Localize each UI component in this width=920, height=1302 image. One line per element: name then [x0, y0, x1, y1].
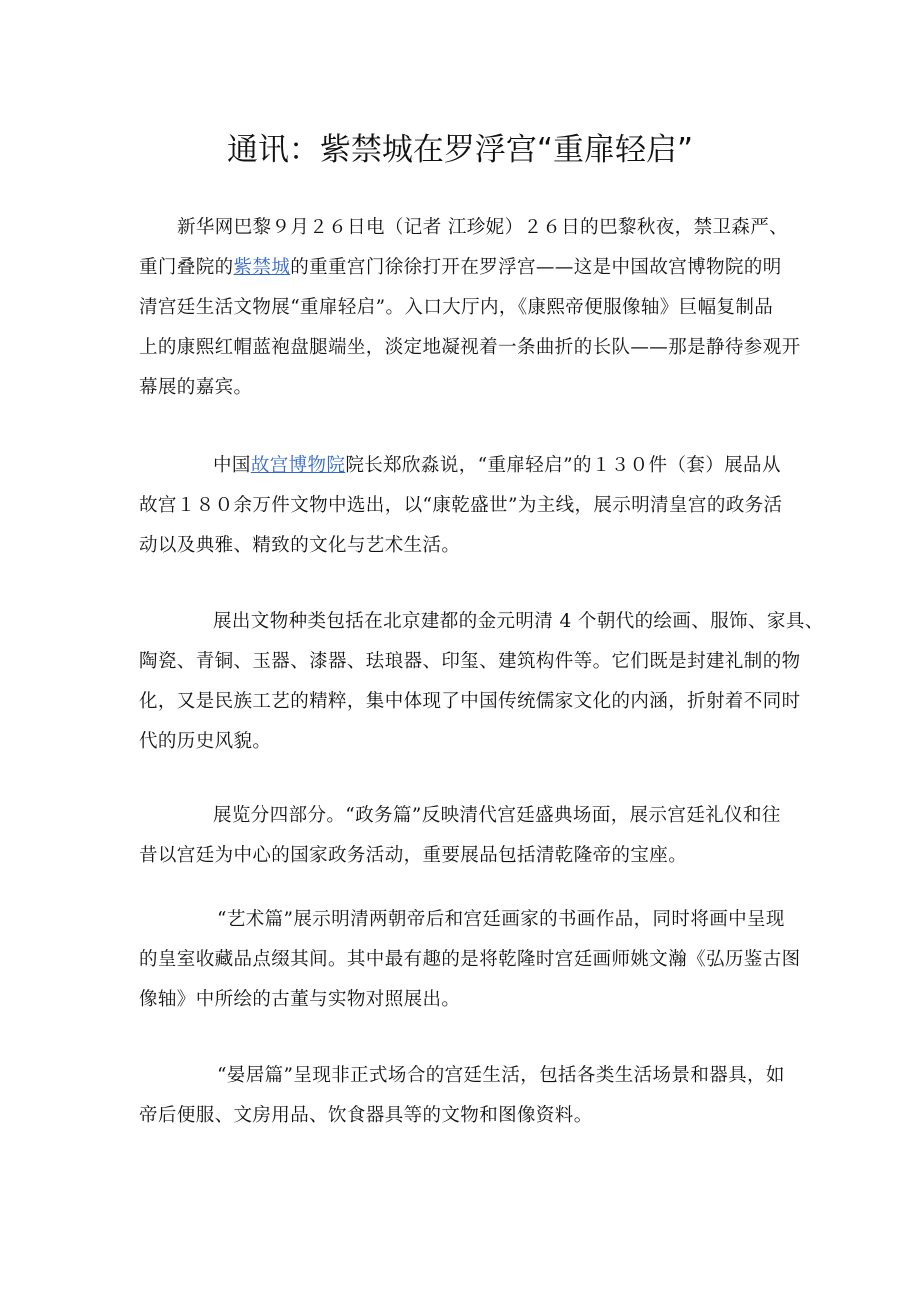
paragraph-line: 昔以宫廷为中心的国家政务活动，重要展品包括清乾隆帝的宝座。	[139, 845, 688, 866]
paragraph-line: 像轴》中所绘的古董与实物对照展出。	[139, 989, 461, 1010]
text-span: 的重重宫门徐徐打开在罗浮宫——这是中国故宫博物院的明	[290, 257, 782, 278]
paragraph-line	[139, 446, 783, 486]
paragraph-line: “晏居篇”呈现非正式场合的宫廷生活，包括各类生活场景和器具，如	[217, 1065, 785, 1086]
article-title: 通讯：紫禁城在罗浮宫“重扉轻启”	[226, 132, 694, 168]
forbidden-city-link[interactable]: 紫禁城	[233, 257, 291, 278]
palace-museum-link[interactable]: 故宫博物院	[250, 455, 346, 476]
paragraph-line: 展览分四部分。“政务篇”反映清代宫廷盛典场面，展示宫廷礼仪和往	[213, 805, 781, 826]
paragraph-line: 动以及典雅、精致的文化与艺术生活。	[139, 535, 461, 556]
paragraph-line: 上的康熙红帽蓝袍盘腿端坐，淡定地凝视着一条曲折的长队——那是静待参观开	[139, 337, 801, 358]
paragraph-line: 故宫１８０余万件文物中选出，以“康乾盛世”为主线，展示明清皇宫的政务活	[139, 495, 783, 516]
paragraph-line: 帝后便服、文房用品、饮食器具等的文物和图像资料。	[139, 1105, 593, 1126]
paragraph-line: 代的历史风貌。	[139, 731, 272, 752]
paragraph-5	[139, 900, 801, 1020]
paragraph-line: 幕展的嘉宾。	[139, 377, 253, 398]
text-span: 院长郑欣淼说，“重扉轻启”的１３０件（套）展品从	[345, 455, 781, 476]
paragraph-1	[139, 208, 801, 408]
paragraph-line: 的皇室收藏品点缀其间。其中最有趣的是将乾隆时宫廷画师姚文瀚《弘历鉴古图	[139, 949, 801, 970]
paragraph-line: 化，又是民族工艺的精粹，集中体现了中国传统儒家文化的内涵，折射着不同时	[139, 691, 801, 712]
paragraph-line: 展出文物种类包括在北京建都的金元明清 4 个朝代的绘画、服饰、家具、	[213, 611, 824, 632]
paragraph-line: 陶瓷、青铜、玉器、漆器、珐琅器、印玺、建筑构件等。它们既是封建礼制的物	[139, 651, 801, 672]
paragraph-3	[139, 602, 824, 762]
paragraph-6	[139, 1056, 783, 1136]
text-span: 中国	[213, 455, 251, 476]
paragraph-2	[139, 446, 783, 566]
paragraph-line	[139, 248, 783, 288]
paragraph-line: 新华网巴黎９月２６日电（记者 江珍妮）２６日的巴黎秋夜，禁卫森严、	[177, 217, 789, 238]
paragraph-4	[139, 796, 783, 876]
paragraph-line: 清宫廷生活文物展“重扉轻启”。入口大厅内，《康熙帝便服像轴》巨幅复制品	[139, 297, 774, 318]
paragraph-line: “艺术篇”展示明清两朝帝后和宫廷画家的书画作品，同时将画中呈现	[217, 909, 785, 930]
text-span: 重门叠院的	[139, 257, 234, 278]
